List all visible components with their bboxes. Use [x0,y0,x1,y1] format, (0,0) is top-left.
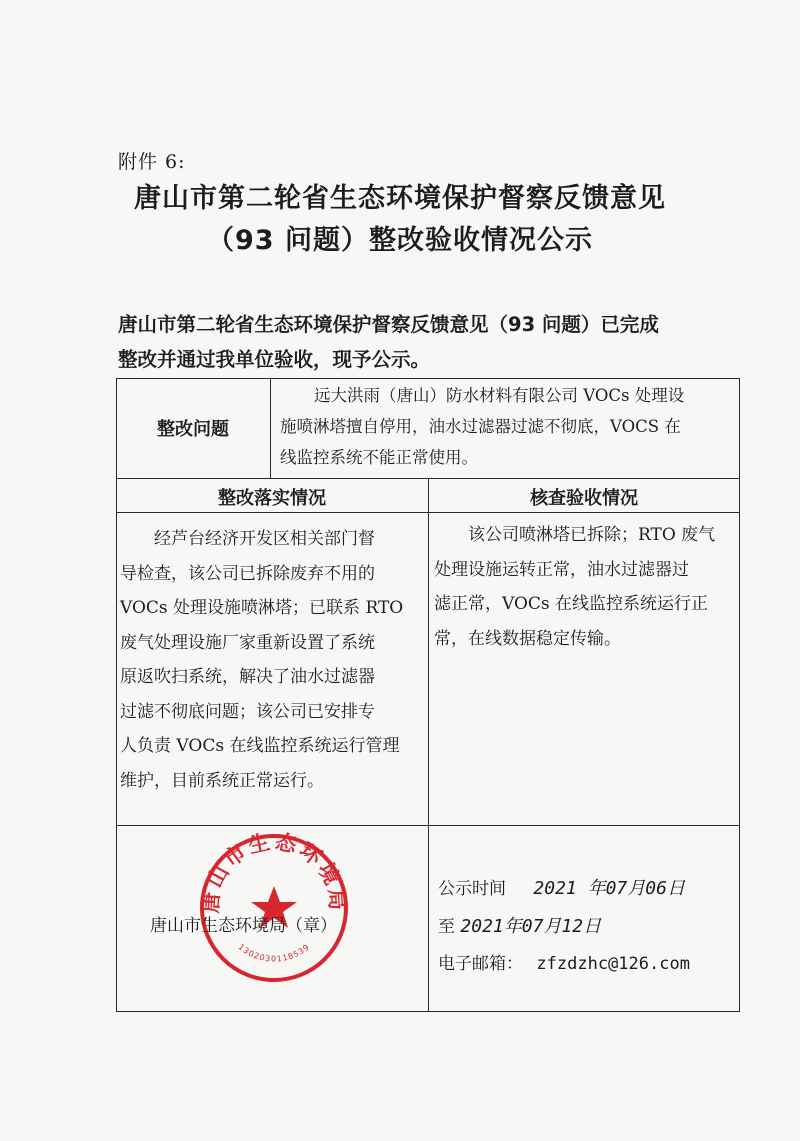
official-seal [194,828,354,988]
verification-text [434,518,736,656]
implementation-line: 导检查，该公司已拆除废弃不用的 [120,563,375,584]
verification-header: 核查验收情况 [530,488,638,509]
email-label: 电子邮箱： [438,954,523,974]
notice-to-label: 至 [438,917,455,937]
implementation-header: 整改落实情况 [218,488,326,509]
problem-line: 远大洪雨（唐山）防水材料有限公司 VOCs 处理设 [314,386,685,405]
seal-text: 唐山市生态环境局 [198,829,350,914]
verification-line: 常，在线数据稳定传输。 [434,628,621,649]
implementation-line: 维护，目前系统正常运行。 [120,770,324,791]
implementation-text [120,522,424,798]
divider-columns [428,478,429,1012]
email-value: zfzdzhc@126.com [536,954,690,974]
implementation-line: 过滤不彻底问题；该公司已安排专 [120,701,375,722]
divider-problem-label [270,379,271,478]
notice-time-row [438,870,738,908]
implementation-line: 人负责 VOCs 在线监控系统运行管理 [120,736,400,756]
verification-line: 该公司喷淋塔已拆除；RTO 废气 [468,525,716,545]
implementation-line: VOCs 处理设施喷淋塔；已联系 RTO [120,598,404,618]
notice-end-row [438,908,738,946]
authority-name: 唐山市生态环境局（章） [150,916,337,936]
notice-end-date: 2021年07月12日 [460,916,602,937]
implementation-line: 经芦台经济开发区相关部门督 [154,529,375,549]
notice-start-date: 2021 年07月06日 [533,878,685,899]
problem-line: 线监控系统不能正常使用。 [280,448,478,467]
implementation-line: 原返吹扫系统，解决了油水过滤器 [120,667,375,687]
notice-time-label: 公示时间 [438,879,506,899]
seal-code: 1302030118539 [236,942,312,964]
problem-label: 整改问题 [157,419,229,440]
attachment-label: 附件 6: [118,151,186,173]
notice-info [438,870,738,983]
verification-line: 处理设施运转正常，油水过滤器过 [434,559,689,580]
intro-line-2: 整改并通过我单位验收，现予公示。 [118,348,431,371]
intro-line-1: 唐山市第二轮省生态环境保护督察反馈意见（93 问题）已完成 [118,313,659,336]
document-title-line-2: （93 问题）整改验收情况公示 [207,225,593,256]
document-title-line-1: 唐山市第二轮省生态环境保护督察反馈意见 [134,183,666,214]
implementation-line: 废气处理设施厂家重新设置了系统 [120,632,375,653]
problem-line: 施喷淋塔擅自停用，油水过滤器过滤不彻底，VOCS 在 [280,417,681,436]
email-row [438,946,738,983]
problem-text [280,380,736,473]
divider-content-row [116,825,740,826]
verification-line: 滤正常，VOCs 在线监控系统运行正 [434,594,709,614]
